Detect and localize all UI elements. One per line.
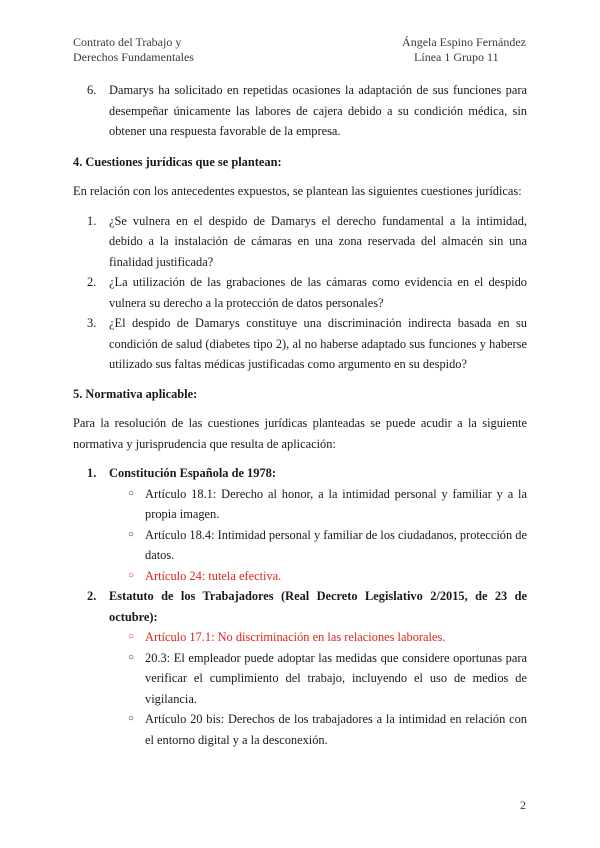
list-item-text: ¿Se vulnera en el despido de Damarys el derecho fundamental a la intimidad, debido a la instalación de cámaras en una zona reservada del almacén sin una finalidad justificada? bbox=[109, 213, 527, 269]
article-item-highlighted bbox=[73, 627, 527, 648]
law-item-constitution bbox=[73, 463, 527, 484]
list-item-text: ¿La utilización de las grabaciones de las cámaras como evidencia en el despido vulnera su derecho a la protección de datos personales? bbox=[109, 275, 527, 310]
list-item-text: Damarys ha solicitado en repetidas ocasiones la adaptación de sus funciones para desempeñar únicamente las labores de cajera debido a su condición médica, sin obtener una respuesta favorable de la empresa. bbox=[109, 83, 527, 138]
list-item bbox=[73, 272, 527, 313]
header-group: Línea 1 Grupo 11 bbox=[414, 50, 499, 64]
list-number: 2. bbox=[87, 275, 97, 289]
article-item bbox=[73, 709, 527, 750]
header-author: Ángela Espino Fernández bbox=[402, 35, 526, 49]
section-4-intro: En relación con los antecedentes expuestos, se plantean las siguientes cuestiones jurídicas: bbox=[73, 184, 522, 198]
circle-bullet-icon: ○ bbox=[128, 528, 135, 540]
header-course-line2: Derechos Fundamentales bbox=[73, 50, 194, 64]
article-text: Artículo 20 bis: Derechos de los trabajadores a la intimidad en relación con el entorno digital y a la desconexión. bbox=[145, 712, 527, 747]
list-number: 1. bbox=[87, 466, 97, 480]
document-body bbox=[73, 80, 527, 750]
law-list bbox=[73, 463, 527, 750]
legal-questions-list bbox=[73, 211, 527, 375]
list-item-text: ¿El despido de Damarys constituye una discriminación indirecta basada en su condición de salud (diabetes tipo 2), al no haberse adaptado sus funciones y haberse utilizado sus faltas médicas justificadas como argumento en su despido? bbox=[109, 316, 527, 371]
circle-bullet-icon: ○ bbox=[128, 569, 135, 581]
article-text: Artículo 18.1: Derecho al honor, a la intimidad personal y familiar y a la propia imagen. bbox=[145, 486, 527, 521]
law-item-workers-statute bbox=[73, 586, 527, 627]
circle-bullet-icon: ○ bbox=[128, 713, 135, 724]
list-number: 2. bbox=[87, 589, 97, 603]
list-item bbox=[73, 211, 527, 273]
list-number: 3. bbox=[87, 316, 97, 330]
header-left bbox=[73, 35, 194, 65]
section-4-heading: 4. Cuestiones jurídicas que se plantean: bbox=[73, 154, 282, 169]
fact-item-6 bbox=[73, 80, 527, 142]
article-item bbox=[73, 484, 527, 525]
article-text: Artículo 17.1: No discriminación en las relaciones laborales. bbox=[145, 630, 446, 644]
list-item bbox=[73, 313, 527, 375]
article-item-highlighted bbox=[73, 566, 527, 587]
article-item bbox=[73, 525, 527, 566]
law-title: Constitución Española de 1978: bbox=[109, 466, 276, 480]
header-course-line1: Contrato del Trabajo y bbox=[73, 35, 182, 49]
header-right bbox=[402, 35, 526, 65]
article-text: Artículo 24: tutela efectiva. bbox=[145, 568, 282, 583]
law-title: Estatuto de los Trabajadores (Real Decreto Legislativo 2/2015, de 23 de octubre): bbox=[109, 589, 527, 624]
article-text: Artículo 18.4: Intimidad personal y familiar de los ciudadanos, protección de datos. bbox=[145, 527, 527, 562]
list-number: 1. bbox=[87, 213, 97, 228]
section-5-heading: 5. Normativa aplicable: bbox=[73, 386, 198, 401]
section-5-intro: Para la resolución de las cuestiones jurídicas planteadas se puede acudir a la siguiente normativa y jurisprudencia que resulta de aplicación: bbox=[73, 416, 527, 451]
circle-bullet-icon: ○ bbox=[128, 487, 135, 499]
list-number: 6. bbox=[87, 83, 97, 97]
circle-bullet-icon: ○ bbox=[128, 651, 135, 663]
circle-bullet-icon: ○ bbox=[128, 631, 135, 642]
article-item bbox=[73, 648, 527, 710]
article-text: 20.3: El empleador puede adoptar las medidas que considere oportunas para verificar el cumplimiento del trabajo, incluyendo el uso de medios de vigilancia. bbox=[145, 650, 527, 706]
page-number: 2 bbox=[520, 798, 526, 812]
